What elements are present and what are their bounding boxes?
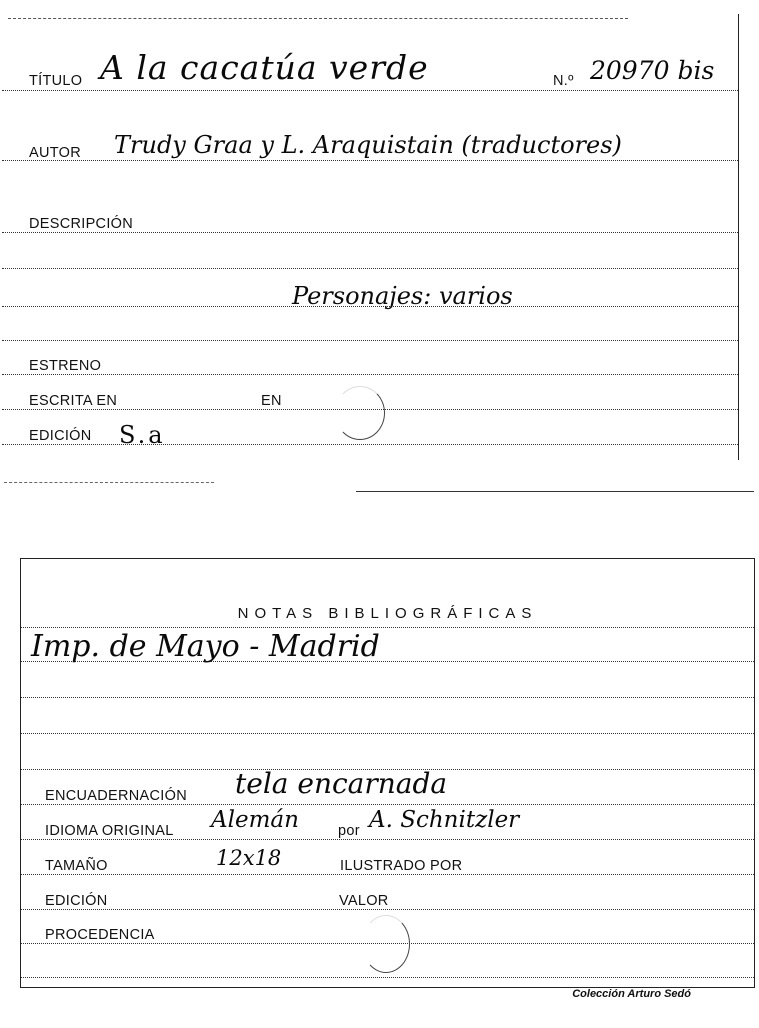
collection-label: Colección Arturo Sedó [572, 988, 691, 1000]
notes-line-2 [21, 697, 754, 698]
notes-line-3 [21, 733, 754, 734]
final-line [21, 977, 754, 978]
blank-line-2 [2, 340, 738, 341]
autor-value: Trudy Graa y L. Araquistain (traductores) [114, 131, 622, 159]
ilustrado-label: ILUSTRADO POR [340, 858, 463, 874]
numero-value: 20970 bis [590, 56, 715, 85]
notas-heading: NOTAS BIBLIOGRÁFICAS [237, 605, 538, 622]
edicion-label: EDICIÓN [29, 428, 92, 444]
tamano-value: 12x18 [216, 846, 282, 870]
edicion-value: S.a [119, 421, 166, 449]
procedencia-label: PROCEDENCIA [45, 927, 155, 943]
encuadernacion-line [21, 804, 754, 805]
por-value: A. Schnitzler [369, 807, 520, 833]
estreno-label: ESTRENO [29, 358, 102, 374]
card-separator-right [356, 491, 754, 492]
idioma-value: Alemán [211, 807, 299, 833]
por-label: por [338, 823, 360, 839]
tamano-line [21, 874, 754, 875]
autor-label: AUTOR [29, 145, 81, 161]
catalog-card-bottom [20, 558, 755, 988]
descripcion-line [2, 232, 738, 233]
edicion-label-bottom: EDICIÓN [45, 893, 108, 909]
idioma-line [21, 839, 754, 840]
edicion-line-bottom [21, 909, 754, 910]
titulo-value: A la cacatúa verde [100, 48, 429, 87]
tamano-label: TAMAÑO [45, 858, 108, 874]
titulo-line [2, 90, 738, 91]
stamp-circle [335, 386, 385, 440]
encuadernacion-label: ENCUADERNACIÓN [45, 788, 187, 804]
encuadernacion-value: tela encarnada [235, 767, 448, 800]
personajes-value: Personajes: varios [292, 282, 513, 310]
en-label: EN [261, 393, 282, 409]
notes-value: Imp. de Mayo - Madrid [31, 629, 380, 664]
estreno-line [2, 374, 738, 375]
valor-label: VALOR [339, 893, 389, 909]
card-separator-left [4, 482, 214, 483]
catalog-card-top [2, 14, 739, 460]
edicion-line [2, 444, 738, 445]
numero-label: N.º [553, 73, 574, 89]
stamp-circle-bottom [362, 915, 410, 973]
blank-line-1 [2, 268, 738, 269]
heading-line [21, 627, 754, 628]
escrita-label: ESCRITA EN [29, 393, 118, 409]
idioma-label: IDIOMA ORIGINAL [45, 823, 174, 839]
autor-line [2, 160, 738, 161]
descripcion-label: DESCRIPCIÓN [29, 216, 134, 232]
titulo-label: TÍTULO [29, 73, 83, 89]
